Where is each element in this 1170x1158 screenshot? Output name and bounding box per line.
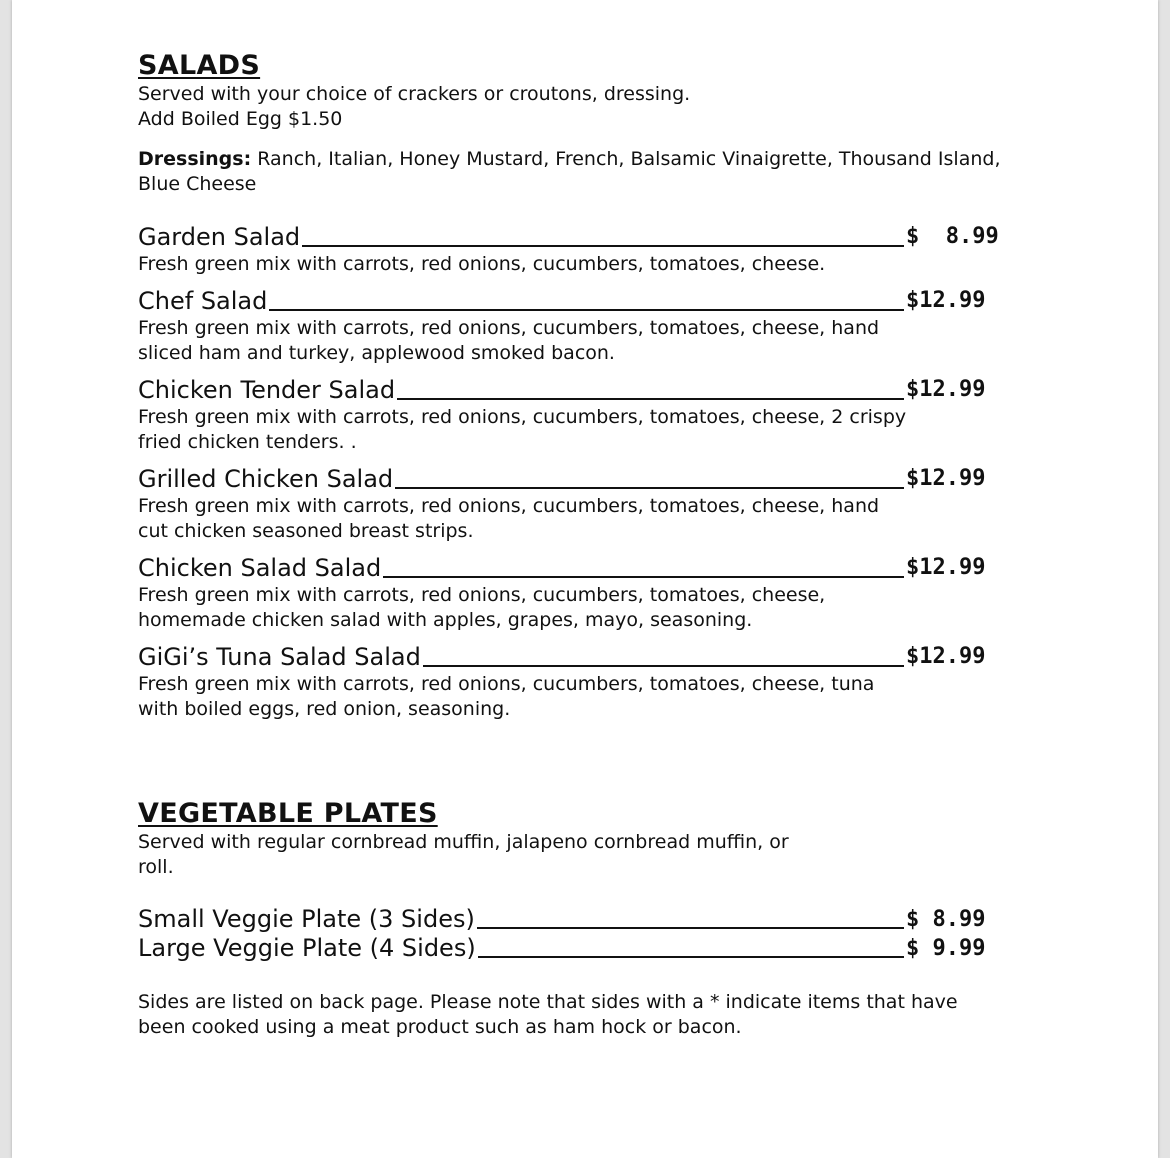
item-price: $ 8.99 (906, 224, 999, 249)
item-name: Large Veggie Plate (4 Sides) (138, 934, 476, 962)
item-row (138, 464, 1000, 494)
sides-note: Sides are listed on back page. Please note that sides with a * indicate items that have been cooked using a meat product such as ham hock or bacon. (138, 991, 958, 1038)
item-description: Fresh green mix with carrots, red onions, cucumbers, tomatoes, cheese, tuna with boiled eggs, red onion, seasoning. (138, 673, 875, 720)
item-row (138, 222, 1000, 252)
menu-item-chef-salad (138, 286, 1038, 366)
item-price: $ 8.99 (906, 907, 986, 932)
item-row (138, 905, 1000, 934)
item-row (138, 286, 1000, 316)
salad-items (138, 222, 1038, 722)
item-name: Chicken Salad Salad (138, 554, 382, 582)
item-name: Grilled Chicken Salad (138, 465, 394, 493)
dressings-text: Ranch, Italian, Honey Mustard, French, Balsamic Vinaigrette, Thousand Island, Blue Cheese (138, 148, 1001, 195)
item-name: Chef Salad (138, 287, 268, 315)
item-description: Fresh green mix with carrots, red onions, cucumbers, tomatoes, cheese, hand cut chicken seasoned breast strips. (138, 495, 880, 542)
leader-line (423, 665, 904, 667)
dressings-label: Dressings: (138, 148, 252, 170)
menu-page (12, 0, 1158, 1158)
item-name: GiGi’s Tuna Salad Salad (138, 643, 421, 671)
item-description: Fresh green mix with carrots, red onions, cucumbers, tomatoes, cheese, 2 crispy fried chicken tenders. . (138, 406, 907, 453)
salads-intro-line1: Served with your choice of crackers or croutons, dressing. (138, 83, 691, 105)
vegetable-plates-intro: Served with regular cornbread muffin, jalapeno cornbread muffin, or roll. (138, 831, 789, 878)
salads-intro-line2: Add Boiled Egg $1.50 (138, 108, 343, 130)
menu-item-small-veggie-plate (138, 905, 1038, 934)
menu-content (138, 50, 1038, 1040)
item-price: $12.99 (906, 377, 986, 402)
vegetable-plates-section (138, 798, 1038, 1040)
item-price: $12.99 (906, 288, 986, 313)
item-price: $12.99 (906, 644, 986, 669)
item-price: $12.99 (906, 555, 986, 580)
menu-item-chicken-salad-salad (138, 553, 1038, 633)
item-name: Garden Salad (138, 223, 301, 251)
salads-title: SALADS (138, 50, 261, 81)
dressings-list (138, 147, 1038, 197)
leader-line (477, 927, 904, 929)
vegetable-plates-title: VEGETABLE PLATES (138, 798, 438, 829)
leader-line (269, 309, 904, 311)
salads-section (138, 50, 1038, 722)
item-description: Fresh green mix with carrots, red onions, cucumbers, tomatoes, cheese, homemade chicken salad with apples, grapes, mayo, seasoning. (138, 584, 826, 631)
leader-line (478, 956, 904, 958)
leader-line (383, 576, 904, 578)
leader-line (395, 487, 904, 489)
item-name: Chicken Tender Salad (138, 376, 396, 404)
leader-line (302, 245, 904, 247)
item-price: $ 9.99 (906, 936, 986, 961)
item-description: Fresh green mix with carrots, red onions, cucumbers, tomatoes, cheese. (138, 253, 826, 275)
menu-item-large-veggie-plate (138, 934, 1038, 963)
item-description: Fresh green mix with carrots, red onions, cucumbers, tomatoes, cheese, hand sliced ham and turkey, applewood smoked bacon. (138, 317, 880, 364)
leader-line (397, 398, 904, 400)
item-row (138, 934, 1000, 963)
item-price: $12.99 (906, 466, 986, 491)
item-row (138, 375, 1000, 405)
item-row (138, 642, 1000, 672)
menu-item-gigis-tuna-salad-salad (138, 642, 1038, 722)
menu-item-grilled-chicken-salad (138, 464, 1038, 544)
menu-item-garden-salad (138, 222, 1038, 277)
item-row (138, 553, 1000, 583)
veggie-items (138, 905, 1038, 963)
menu-item-chicken-tender-salad (138, 375, 1038, 455)
item-name: Small Veggie Plate (3 Sides) (138, 905, 475, 933)
